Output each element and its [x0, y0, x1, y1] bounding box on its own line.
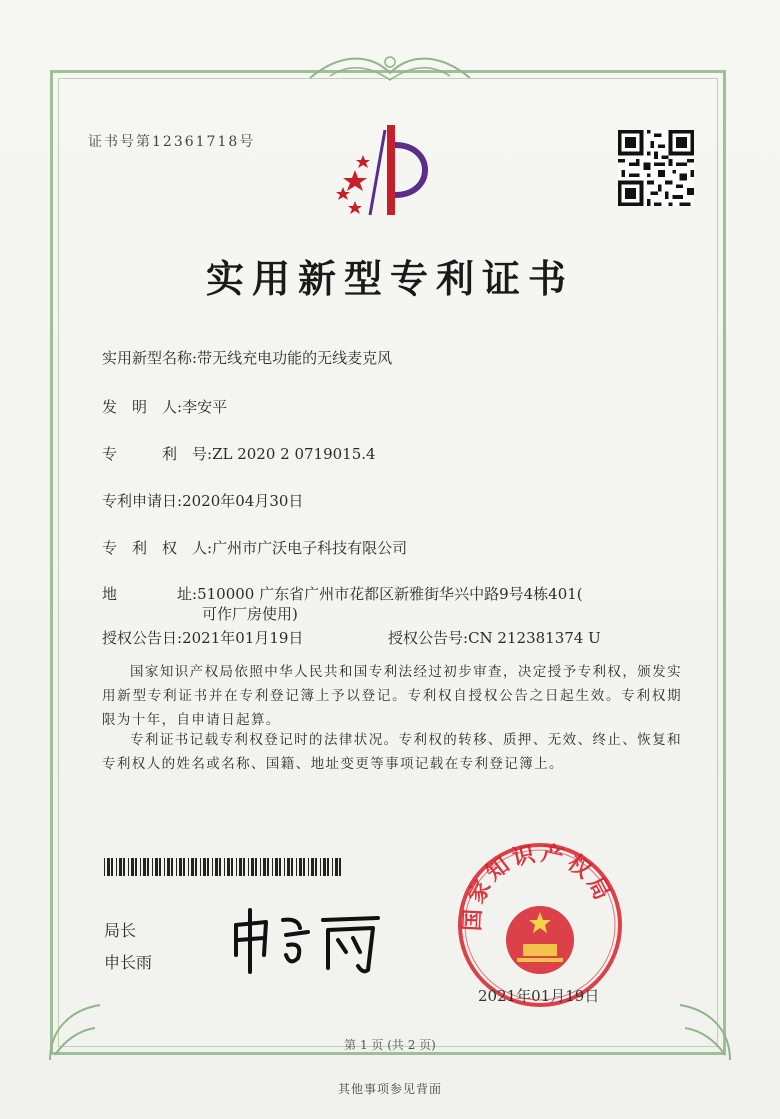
- field-label: 实用新型名称:: [102, 349, 198, 367]
- page-number: 第 1 页 (共 2 页): [344, 1038, 436, 1052]
- field-value: 2020年04月30日: [182, 492, 304, 510]
- field-patentee: [102, 537, 407, 558]
- field-value: CN 212381374 U: [468, 629, 601, 647]
- top-ornament: [300, 48, 480, 88]
- field-utility-model-name: [102, 347, 392, 368]
- barcode: [104, 858, 342, 876]
- director-name: 申长雨: [104, 953, 153, 972]
- field-inventor: [102, 396, 227, 417]
- certificate-number: 证书号第12361718号: [88, 134, 256, 150]
- field-filing-date: [102, 490, 303, 511]
- certificate-title: 实用新型专利证书: [205, 256, 574, 301]
- field-value: 2021年01月19日: [182, 629, 304, 647]
- field-label: 专 利 号:: [102, 445, 213, 463]
- field-value: 李安平: [182, 398, 228, 416]
- body-paragraph-2: 专利证书记载专利权登记时的法律状况。专利权的转移、质押、无效、终止、恢复和专利权人的姓名或名称、国籍、地址变更等事项记载在专利登记簿上。: [102, 732, 682, 772]
- field-patent-number: [102, 443, 376, 464]
- field-address: [102, 583, 583, 604]
- corner-ornament-br: [660, 990, 740, 1070]
- field-label: 专利申请日:: [102, 492, 183, 510]
- field-value: 带无线充电功能的无线麦克风: [197, 349, 393, 367]
- director-title: 局长: [104, 921, 137, 940]
- field-label: 授权公告日:: [102, 629, 183, 647]
- field-label: 发 明 人:: [102, 398, 183, 416]
- field-value: 可作厂房使用): [202, 605, 298, 623]
- field-grant-date: [102, 627, 303, 648]
- svg-text:国家知识产权局: 国家知识产权局: [459, 840, 617, 932]
- field-grant-number: [388, 627, 601, 648]
- field-value: ZL 2020 2 0719015.4: [212, 445, 376, 463]
- director-signature: [228, 900, 388, 980]
- cnipa-logo: [325, 115, 445, 225]
- footer-note: 其他事项参见背面: [337, 1082, 442, 1096]
- corner-ornament-bl: [40, 990, 120, 1070]
- body-paragraph-1: 国家知识产权局依照中华人民共和国专利法经过初步审查，决定授予专利权，颁发实用新型专利证书并在专利登记簿上予以登记。专利权自授权公告之日起生效。专利权期限为十年，自申请日起算。: [102, 664, 682, 728]
- field-label: 专 利 权 人:: [102, 539, 213, 557]
- field-value: 510000 广东省广州市花都区新雅街华兴中路9号4栋401(: [197, 585, 583, 603]
- seal-date: 2021年01月19日: [478, 987, 600, 1005]
- field-label: 授权公告号:: [388, 629, 469, 647]
- field-address-cont: [202, 603, 298, 624]
- field-label: 地 址:: [102, 585, 198, 603]
- field-value: 广州市广沃电子科技有限公司: [212, 539, 408, 557]
- qr-code: [618, 130, 694, 206]
